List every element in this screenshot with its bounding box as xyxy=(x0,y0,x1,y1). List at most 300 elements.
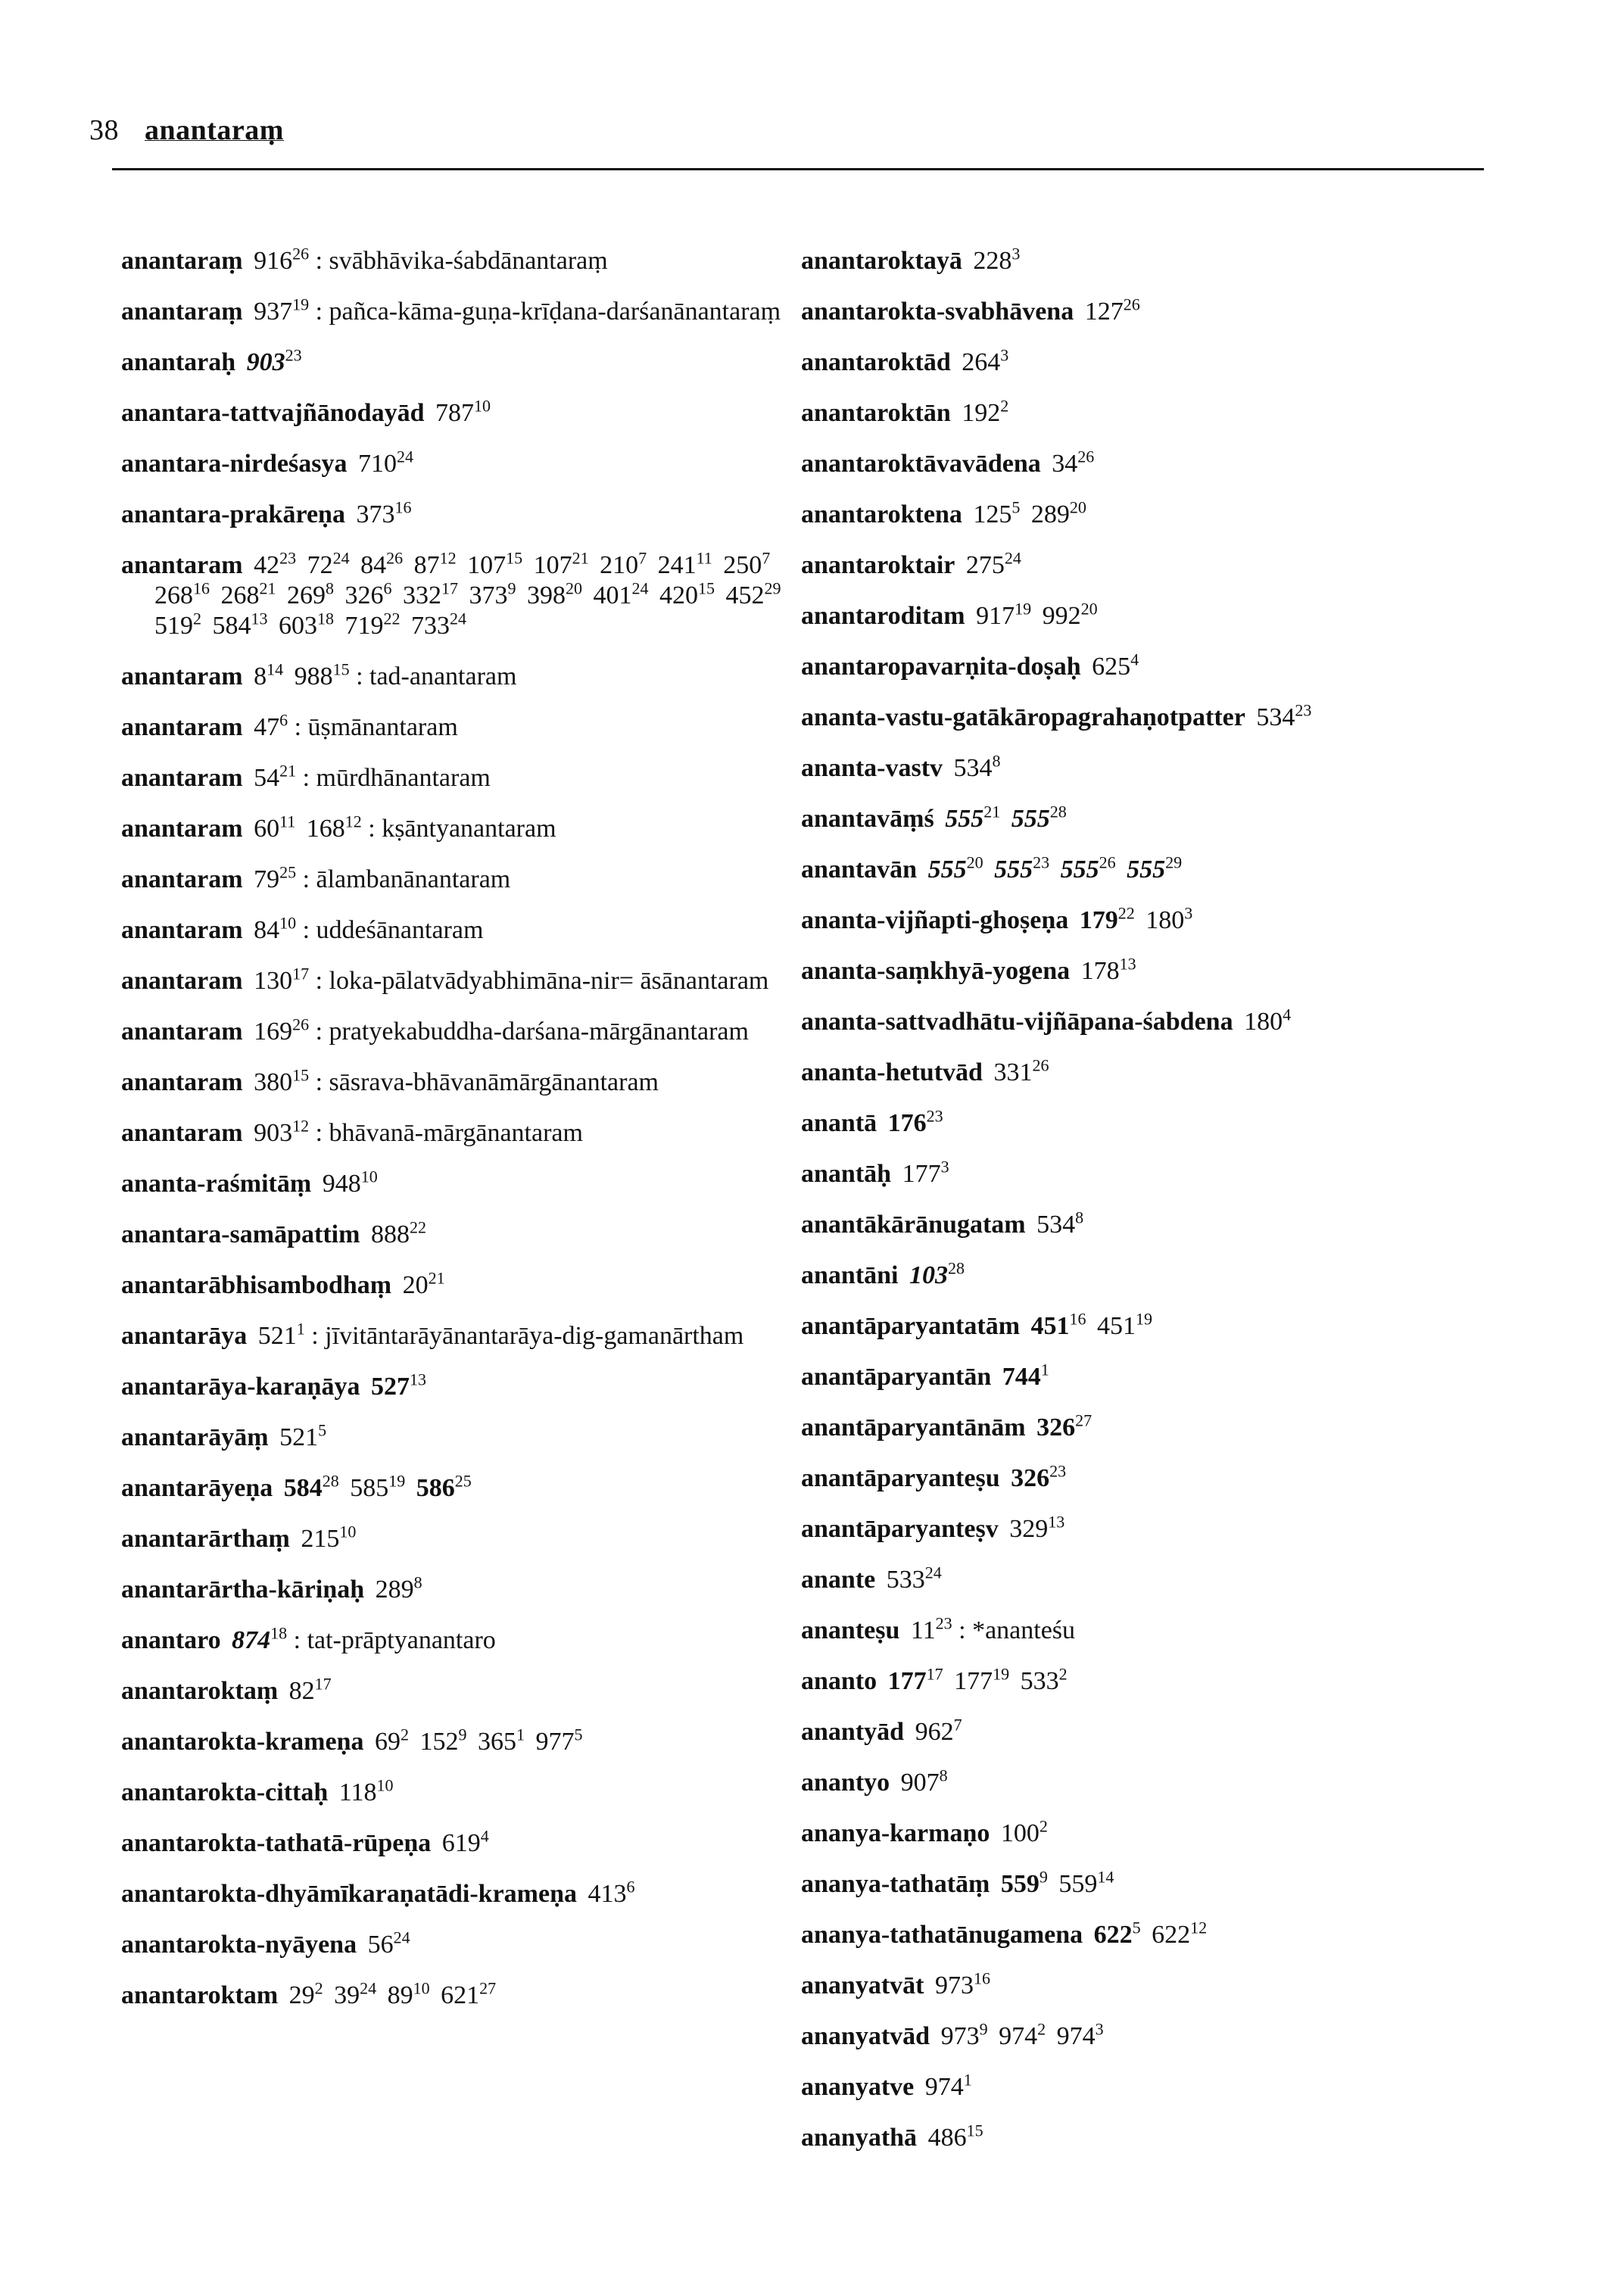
reference-line: 24 xyxy=(1004,548,1021,568)
entry-headword: ananta-vastv xyxy=(801,754,943,782)
index-entry xyxy=(121,814,803,844)
entry-headword: anantaraṃ xyxy=(121,247,243,275)
entry-headword: ananta-vijñapti-ghoṣeṇa xyxy=(801,906,1069,934)
entry-headword: anantarāya-karaṇāya xyxy=(121,1373,360,1401)
reference-page: 586 xyxy=(416,1474,455,1502)
page-header xyxy=(89,114,284,147)
reference-page: 29 xyxy=(288,1981,315,2009)
index-entry xyxy=(121,1118,803,1149)
reference-page: 948 xyxy=(322,1170,361,1198)
reference-line: 12 xyxy=(292,1116,310,1136)
index-entry xyxy=(801,1258,1498,1291)
reference-page: 107 xyxy=(467,551,507,579)
page-reference xyxy=(1080,954,1136,985)
page-reference xyxy=(973,244,1021,275)
page-reference xyxy=(287,578,334,609)
reference-line: 4 xyxy=(1130,650,1139,669)
page-reference xyxy=(338,1775,394,1806)
reference-line: 24 xyxy=(450,609,466,628)
index-entry xyxy=(801,345,1498,378)
index-entry xyxy=(121,246,803,276)
index-entry xyxy=(121,659,803,692)
reference-page: 241 xyxy=(657,551,697,579)
entry-gloss: : jīvitāntarāyānantarāya-dig-gamanārtham xyxy=(311,1322,744,1350)
reference-page: 177 xyxy=(954,1667,993,1695)
entry-references xyxy=(1081,650,1139,681)
page-reference xyxy=(356,497,412,528)
entry-gloss: : loka-pālatvādyabhimāna-nir= āsānantaram xyxy=(315,967,769,995)
entry-references xyxy=(243,862,297,893)
index-entry xyxy=(121,1270,803,1301)
entry-references xyxy=(930,2019,1104,2050)
reference-line: 12 xyxy=(344,812,362,831)
entry-references xyxy=(243,244,310,275)
page-reference xyxy=(886,1563,942,1594)
page-number: 38 xyxy=(89,114,119,146)
page-reference xyxy=(254,1116,310,1147)
reference-page: 555 xyxy=(927,856,967,884)
header-rule xyxy=(112,168,1484,170)
reference-page: 744 xyxy=(1002,1363,1041,1391)
reference-page: 903 xyxy=(246,348,285,376)
index-entry xyxy=(801,1869,1498,1900)
reference-line: 10 xyxy=(473,396,491,416)
page-reference xyxy=(994,852,1050,884)
reference-page: 56 xyxy=(367,1931,394,1959)
reference-page: 555 xyxy=(1127,856,1166,884)
reference-page: 331 xyxy=(993,1058,1033,1086)
reference-line: 17 xyxy=(926,1664,943,1684)
reference-line: 4 xyxy=(480,1826,489,1846)
entry-headword: anantavāṃś xyxy=(801,805,934,833)
entry-references xyxy=(328,1775,394,1806)
page-reference xyxy=(416,1471,472,1502)
index-entry xyxy=(121,297,803,327)
page-reference xyxy=(588,1877,635,1908)
entry-references xyxy=(962,497,1086,528)
entry-headword: anantaram xyxy=(121,1119,243,1147)
reference-line: 19 xyxy=(292,295,310,314)
page-reference xyxy=(976,599,1032,630)
reference-page: 973 xyxy=(940,2022,980,2050)
reference-page: 977 xyxy=(535,1728,575,1756)
reference-page: 937 xyxy=(254,298,293,326)
index-entry xyxy=(801,652,1498,682)
entry-headword: anantaram xyxy=(121,1068,243,1096)
index-entry xyxy=(121,449,803,479)
entry-gloss: : tat-prāptyanantaro xyxy=(293,1626,496,1654)
reference-line: 24 xyxy=(393,1928,410,1947)
entry-headword: anantarokta-cittaḥ xyxy=(121,1778,329,1806)
reference-line: 7 xyxy=(638,548,647,568)
reference-page: 398 xyxy=(527,581,566,609)
reference-page: 559 xyxy=(1058,1870,1098,1898)
reference-page: 992 xyxy=(1042,602,1081,630)
reference-page: 584 xyxy=(212,612,251,640)
reference-line: 25 xyxy=(279,862,297,882)
reference-line: 2 xyxy=(1058,1664,1068,1684)
page-reference xyxy=(915,1715,962,1746)
reference-line: 24 xyxy=(396,447,413,466)
page-reference xyxy=(1092,650,1139,681)
index-entry xyxy=(121,1473,803,1504)
page-reference xyxy=(254,1065,310,1096)
entry-headword: ananta-sattvadhātu-vijñāpana-śabdena xyxy=(801,1008,1233,1036)
entry-references xyxy=(269,1420,327,1451)
reference-page: 118 xyxy=(338,1778,377,1806)
reference-line: 19 xyxy=(1015,599,1032,619)
entry-references xyxy=(311,1167,378,1198)
reference-page: 177 xyxy=(887,1667,927,1695)
page-reference xyxy=(478,1725,525,1756)
reference-page: 87 xyxy=(413,551,440,579)
reference-page: 82 xyxy=(288,1677,315,1705)
reference-line: 2 xyxy=(401,1725,409,1744)
page-reference xyxy=(940,2019,988,2050)
entry-headword: anantāparyantatām xyxy=(801,1312,1021,1340)
reference-page: 269 xyxy=(287,581,326,609)
page-reference xyxy=(322,1167,378,1198)
page-reference xyxy=(254,862,297,893)
reference-line: 13 xyxy=(1119,954,1136,974)
entry-references xyxy=(345,497,412,528)
index-entry xyxy=(121,1625,803,1656)
reference-page: 8 xyxy=(254,662,267,690)
reference-line: 15 xyxy=(698,578,715,598)
page-reference xyxy=(1093,1918,1141,1949)
reference-page: 210 xyxy=(600,551,639,579)
reference-line: 1 xyxy=(963,2070,972,2090)
entry-headword: anante xyxy=(801,1566,876,1594)
page-reference xyxy=(370,1370,426,1401)
reference-line: 18 xyxy=(270,1623,288,1643)
entry-headword: anantaraṃ xyxy=(121,298,243,326)
entry-references xyxy=(934,802,1067,833)
index-entry xyxy=(801,1816,1498,1849)
page-reference xyxy=(254,913,297,944)
page-reference xyxy=(1042,599,1098,630)
reference-line: 11 xyxy=(279,812,296,831)
reference-line: 8 xyxy=(939,1766,948,1785)
reference-page: 20 xyxy=(402,1271,429,1299)
page-reference xyxy=(887,1664,943,1695)
entry-references xyxy=(990,1867,1114,1898)
page-reference xyxy=(435,396,491,427)
page-reference xyxy=(257,1319,305,1350)
page-reference xyxy=(294,659,350,690)
entry-headword: anantarokta-nyāyena xyxy=(121,1931,357,1959)
page-reference xyxy=(344,609,401,640)
reference-line: 23 xyxy=(926,1106,943,1126)
index-entry xyxy=(801,1055,1498,1088)
reference-line: 5 xyxy=(318,1420,327,1440)
page-reference xyxy=(307,548,350,579)
page-reference xyxy=(1011,1461,1067,1492)
reference-line: 21 xyxy=(259,578,276,598)
page-reference xyxy=(212,609,268,640)
reference-line: 26 xyxy=(1099,852,1116,872)
reference-page: 621 xyxy=(441,1981,480,2009)
page-reference xyxy=(1056,2019,1104,2050)
page-reference xyxy=(1000,1816,1048,1847)
reference-page: 559 xyxy=(1000,1870,1040,1898)
reference-line: 2 xyxy=(1000,396,1009,416)
reference-line: 23 xyxy=(935,1613,952,1633)
reference-line: 16 xyxy=(1069,1309,1086,1329)
index-entry xyxy=(121,497,803,530)
entry-references xyxy=(890,1766,948,1797)
reference-page: 527 xyxy=(370,1373,410,1401)
reference-page: 72 xyxy=(307,551,333,579)
reference-line: 28 xyxy=(1049,802,1067,821)
reference-page: 103 xyxy=(909,1261,948,1289)
reference-line: 21 xyxy=(983,802,1001,821)
entry-headword: anantaropavarṇita-doṣaḥ xyxy=(801,653,1081,681)
page-reference xyxy=(999,2019,1046,2050)
reference-line: 20 xyxy=(566,578,582,598)
page-reference xyxy=(1146,903,1193,934)
reference-line: 24 xyxy=(360,1978,377,1998)
reference-line: 8 xyxy=(326,578,334,598)
reference-page: 413 xyxy=(588,1880,627,1908)
page-reference xyxy=(535,1725,583,1756)
reference-page: 47 xyxy=(254,713,280,741)
index-entry xyxy=(121,763,803,793)
reference-line: 13 xyxy=(409,1370,426,1389)
page-reference xyxy=(419,1725,467,1756)
entry-references xyxy=(1083,1918,1208,1949)
entry-references xyxy=(877,1106,943,1137)
page-reference xyxy=(1036,1410,1093,1442)
entry-headword: anantarāyāṃ xyxy=(121,1423,269,1451)
reference-line: 14 xyxy=(267,659,284,679)
page-reference xyxy=(1009,1512,1065,1543)
reference-page: 34 xyxy=(1052,450,1078,478)
entry-references xyxy=(990,1816,1048,1847)
reference-line: 21 xyxy=(428,1268,445,1288)
entry-references xyxy=(1026,1208,1084,1239)
entry-references xyxy=(951,396,1009,427)
entry-references xyxy=(1074,295,1140,326)
reference-page: 125 xyxy=(973,500,1012,528)
index-entry xyxy=(801,1768,1498,1798)
entry-gloss: : ūṣmānantaram xyxy=(294,713,458,741)
entry-gloss: : kṣāntyanantaram xyxy=(368,815,556,843)
page-reference xyxy=(360,548,404,579)
reference-page: 373 xyxy=(356,500,395,528)
page-reference xyxy=(350,1471,406,1502)
entry-headword: ananta-saṃkhyā-yogena xyxy=(801,957,1071,985)
entry-references xyxy=(1245,700,1312,731)
entry-headword: ananyathā xyxy=(801,2124,918,2152)
page-reference xyxy=(1030,497,1086,528)
page-reference xyxy=(375,1725,409,1756)
entry-headword: anantaroktena xyxy=(801,500,962,528)
page-reference xyxy=(357,447,413,478)
reference-page: 329 xyxy=(1009,1515,1049,1543)
reference-page: 917 xyxy=(976,602,1015,630)
entry-gloss: : uddeśānantaram xyxy=(302,916,484,944)
running-headword: anantaraṃ xyxy=(145,114,284,146)
entry-references xyxy=(917,852,1183,884)
reference-page: 176 xyxy=(887,1109,927,1137)
reference-line: 22 xyxy=(1117,903,1135,923)
page-reference xyxy=(527,578,582,609)
entry-headword: ananya-karmaṇo xyxy=(801,1819,990,1847)
reference-line: 28 xyxy=(322,1471,339,1491)
page-reference xyxy=(1060,852,1116,884)
reference-line: 14 xyxy=(1097,1867,1114,1887)
entry-headword: anantaroktam xyxy=(121,1981,279,2009)
reference-page: 916 xyxy=(254,247,293,275)
reference-line: 23 xyxy=(1295,700,1312,720)
reference-line: 7 xyxy=(762,548,771,568)
reference-page: 268 xyxy=(154,581,193,609)
index-entry xyxy=(801,1210,1498,1240)
page-reference xyxy=(403,578,458,609)
reference-line: 5 xyxy=(574,1725,583,1744)
reference-page: 177 xyxy=(902,1160,941,1188)
entry-references xyxy=(273,1471,472,1502)
page-reference xyxy=(927,2121,983,2152)
reference-page: 130 xyxy=(254,967,293,995)
entry-headword: anantaroktān xyxy=(801,399,951,427)
reference-page: 555 xyxy=(945,805,984,833)
page-reference xyxy=(1020,1664,1068,1695)
reference-page: 533 xyxy=(886,1566,925,1594)
entry-headword: ananta-vastu-gatākāropagrahaṇotpatter xyxy=(801,703,1245,731)
reference-page: 888 xyxy=(370,1220,410,1248)
entry-references xyxy=(899,1258,965,1289)
entry-references xyxy=(278,1674,332,1705)
page-reference xyxy=(288,1978,323,2009)
reference-line: 16 xyxy=(973,1968,990,1988)
entry-references xyxy=(899,1613,952,1644)
entry-references xyxy=(364,1725,583,1756)
page-reference xyxy=(283,1471,339,1502)
index-entry xyxy=(801,1159,1498,1189)
reference-page: 584 xyxy=(283,1474,323,1502)
reference-line: 10 xyxy=(413,1978,430,1998)
page-reference xyxy=(1052,447,1095,478)
reference-page: 289 xyxy=(1030,500,1070,528)
entry-references xyxy=(1068,903,1193,934)
page-reference xyxy=(232,1623,288,1654)
index-entry xyxy=(801,297,1498,327)
entry-headword: anantarāya xyxy=(121,1322,248,1350)
reference-line: 3 xyxy=(1184,903,1193,923)
entry-headword: anantaro xyxy=(121,1626,221,1654)
index-entry xyxy=(121,1676,803,1706)
index-entry xyxy=(801,905,1498,936)
page-reference xyxy=(965,548,1021,579)
page-reference xyxy=(1079,903,1135,934)
entry-headword: anantavān xyxy=(801,856,918,884)
entry-headword: anantā xyxy=(801,1109,877,1137)
reference-line: 21 xyxy=(572,548,589,568)
page-reference xyxy=(411,609,466,640)
reference-line: 15 xyxy=(332,659,350,679)
entry-references xyxy=(290,1522,357,1553)
entry-headword: ananya-tathatānugamena xyxy=(801,1921,1083,1949)
entry-headword: anantāni xyxy=(801,1261,899,1289)
page-reference xyxy=(1000,1867,1048,1898)
reference-page: 332 xyxy=(403,581,441,609)
page-reference xyxy=(1244,1005,1292,1036)
entry-references xyxy=(243,710,288,741)
reference-page: 326 xyxy=(1011,1464,1050,1492)
page-reference xyxy=(334,1978,377,2009)
reference-page: 215 xyxy=(301,1525,340,1553)
entry-gloss: : mūrdhānantaram xyxy=(302,764,491,792)
page-reference xyxy=(910,1613,952,1644)
reference-line: 26 xyxy=(1123,295,1140,314)
index-entry xyxy=(801,1311,1498,1342)
reference-line: 5 xyxy=(1132,1918,1141,1937)
entry-headword: anantāḥ xyxy=(801,1160,892,1188)
index-entry xyxy=(121,1727,803,1757)
page-reference xyxy=(954,1664,1010,1695)
page-reference xyxy=(945,802,1001,833)
reference-line: 3 xyxy=(940,1157,949,1177)
reference-page: 127 xyxy=(1084,298,1124,326)
reference-page: 401 xyxy=(593,581,632,609)
reference-line: 20 xyxy=(1069,497,1086,517)
reference-page: 534 xyxy=(1256,703,1295,731)
reference-page: 555 xyxy=(1060,856,1099,884)
reference-page: 903 xyxy=(254,1119,293,1147)
index-entry xyxy=(121,550,803,641)
index-entry xyxy=(801,1514,1498,1544)
index-entry xyxy=(121,1321,803,1351)
page-reference xyxy=(306,812,362,843)
index-entry xyxy=(121,862,803,895)
reference-line: 11 xyxy=(696,548,712,568)
page-reference xyxy=(924,2070,972,2101)
reference-page: 326 xyxy=(344,581,384,609)
entry-headword: ananyatve xyxy=(801,2073,915,2101)
reference-line: 13 xyxy=(1048,1512,1065,1532)
reference-line: 18 xyxy=(317,609,334,628)
reference-line: 22 xyxy=(383,609,401,628)
index-entry xyxy=(801,550,1498,581)
reference-page: 962 xyxy=(915,1718,954,1746)
entry-headword: anantaram xyxy=(121,865,243,893)
entry-headword: ananta-raśmitāṃ xyxy=(121,1170,312,1198)
entry-references xyxy=(391,1268,445,1299)
entry-references xyxy=(951,345,1009,376)
entry-references xyxy=(247,1319,305,1350)
reference-page: 420 xyxy=(659,581,698,609)
entry-references xyxy=(243,659,350,690)
reference-line: 8 xyxy=(992,751,1001,771)
entry-headword: anantāparyantānām xyxy=(801,1413,1026,1442)
entry-references xyxy=(1070,954,1136,985)
index-entry xyxy=(121,1524,803,1554)
entry-gloss: : *ananteśu xyxy=(959,1616,1076,1644)
reference-line: 26 xyxy=(292,244,310,263)
reference-line: 23 xyxy=(279,548,297,568)
entry-references xyxy=(904,1715,962,1746)
reference-page: 555 xyxy=(994,856,1033,884)
reference-page: 39 xyxy=(334,1981,360,2009)
entry-headword: anantarokta-tathatā-rūpeṇa xyxy=(121,1829,432,1857)
index-entry xyxy=(121,345,803,378)
reference-page: 89 xyxy=(387,1981,413,2009)
reference-line: 7 xyxy=(953,1715,962,1735)
reference-line: 15 xyxy=(966,2121,983,2140)
page-reference xyxy=(533,548,589,579)
